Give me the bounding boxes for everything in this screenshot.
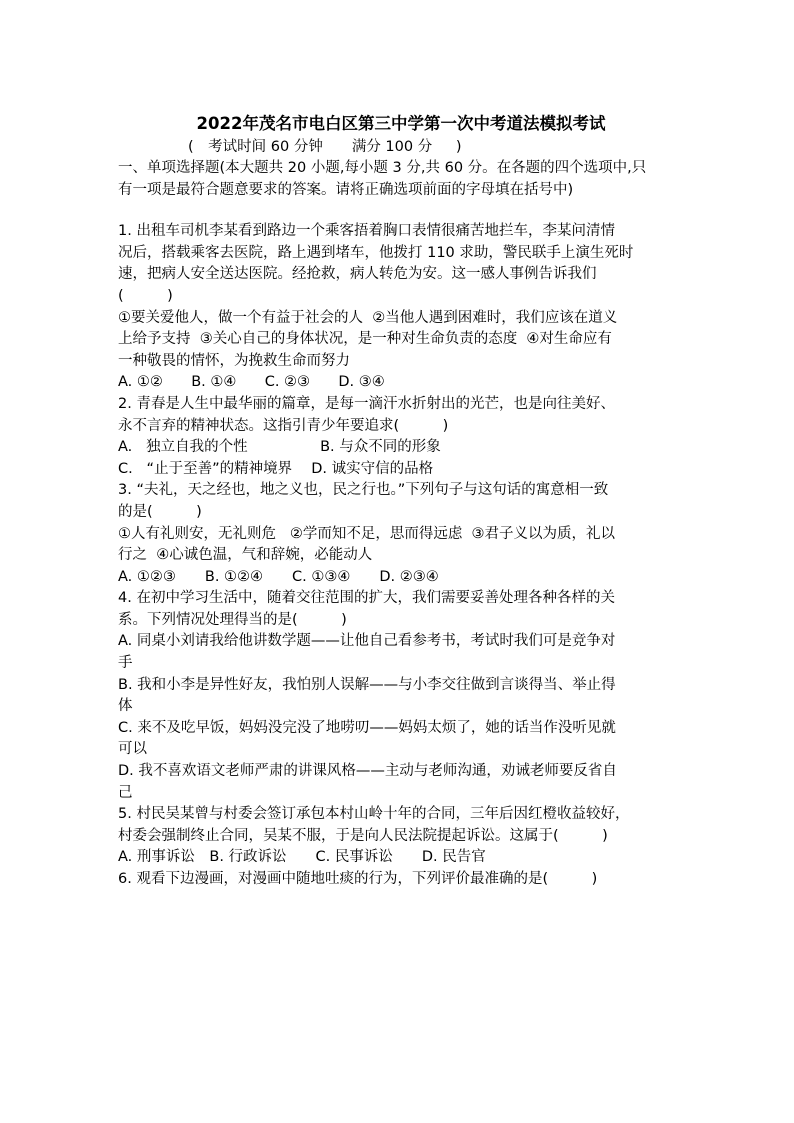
answer-options: C. “止于至善”的精神境界 D. 诚实守信的品格 (118, 460, 434, 477)
exam-page (118, 112, 678, 891)
answer-option: 手 (118, 655, 133, 672)
question-2 (118, 394, 678, 480)
question-line: 一种敬畏的情怀，为挽救生命而努力 (118, 352, 350, 369)
answer-blank: ( ) (118, 287, 173, 304)
exam-subtitle: ( 考试时间 60 分钟 满分 100 分 ) (188, 139, 462, 155)
question-1 (118, 221, 678, 394)
answer-option: 可以 (118, 741, 147, 758)
answer-options: A. 独立自我的个性 B. 与众不同的形象 (118, 439, 441, 456)
section-header (118, 158, 678, 201)
answer-option: 体 (118, 698, 133, 715)
question-6 (118, 869, 678, 891)
question-line: 况后，搭载乘客去医院，路上遇到堵车，他拨打 110 求助，警民联手上演生死时 (118, 244, 634, 261)
answer-option: 己 (118, 784, 133, 801)
question-line: 村委会强制终止合同，吴某不服，于是向人民法院提起诉讼。这属于( ) (118, 827, 608, 844)
section-header-line: 有一项是最符合题意要求的答案。请将正确选项前面的字母填在括号中) (118, 181, 574, 198)
answer-options: A. ①②③ B. ①②④ C. ①③④ D. ②③④ (118, 568, 439, 585)
answer-option: A. 同桌小刘请我给他讲数学题——让他自己看参考书，考试时我们可是竞争对 (118, 633, 616, 650)
spacer (118, 201, 678, 221)
question-line: 速，把病人安全送达医院。经抢救，病人转危为安。这一感人事例告诉我们 (118, 266, 597, 283)
question-line: 永不言弃的精神状态。这指引青少年要追求( ) (118, 417, 449, 434)
question-3 (118, 480, 678, 588)
question-4 (118, 588, 678, 804)
question-line: 行之 ④心诚色温，气和辞婉，必能动人 (118, 547, 373, 564)
answer-option: B. 我和小李是异性好友，我怕别人误解——与小李交往做到言谈得当、举止得 (118, 676, 616, 693)
answer-option: C. 来不及吃早饭，妈妈没完没了地唠叨——妈妈太烦了，她的话当作没听见就 (118, 719, 616, 736)
exam-title: 2022年茂名市电白区第三中学第一次中考道法模拟考试 (196, 114, 606, 133)
question-line: ①人有礼则安，无礼则危 ②学而知不足，思而得远虑 ③君子义以为质，礼以 (118, 525, 616, 542)
question-line: ①要关爱他人，做一个有益于社会的人 ②当他人遇到困难时，我们应该在道义 (118, 309, 618, 326)
answer-option: D. 我不喜欢语文老师严肃的讲课风格——主动与老师沟通，劝诫老师要反省自 (118, 763, 617, 780)
question-line: 3. “夫礼，天之经也，地之义也，民之行也。”下列句子与这句话的寓意相一致 (118, 482, 609, 499)
question-5 (118, 804, 678, 869)
question-line: 1. 出租车司机李某看到路边一个乘客捂着胸口表情很痛苦地拦车，李某问清情 (118, 223, 615, 240)
question-line: 5. 村民吴某曾与村委会签订承包本村山岭十年的合同，三年后因红橙收益较好， (118, 806, 630, 823)
question-line: 6. 观看下边漫画，对漫画中随地吐痰的行为，下列评价最准确的是( ) (118, 871, 598, 887)
question-line: 上给予支持 ③关心自己的身体状况，是一种对生命负责的态度 ④对生命应有 (118, 331, 612, 348)
question-line: 的是( ) (118, 503, 202, 520)
section-header-line: 一、单项选择题(本大题共 20 小题,每小题 3 分,共 60 分。在各题的四个选项中,只 (118, 160, 647, 176)
answer-options: A. ①② B. ①④ C. ②③ D. ③④ (118, 374, 385, 391)
question-line: 4. 在初中学习生活中，随着交往范围的扩大，我们需要妥善处理各种各样的关 (118, 590, 615, 607)
question-line: 2. 青春是人生中最华丽的篇章，是每一滴汗水折射出的光芒，也是向往美好、 (118, 395, 615, 412)
answer-options: A. 刑事诉讼 B. 行政诉讼 C. 民事诉讼 D. 民告官 (118, 849, 486, 866)
question-line: 系。下列情况处理得当的是( ) (118, 611, 347, 628)
